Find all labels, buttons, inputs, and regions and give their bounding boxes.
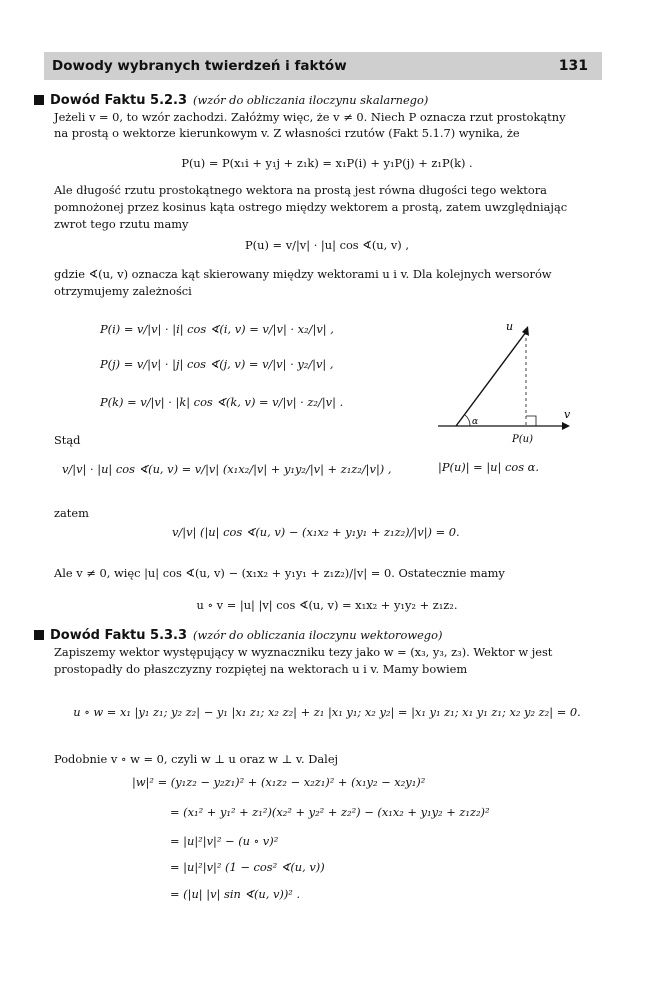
section2-subtitle: (wzór do obliczania iloczynu wektorowego): [193, 628, 443, 642]
s2-line-3: Podobnie v ∘ w = 0, czyli w ⊥ u oraz w ⊥ v. Dalej: [54, 752, 339, 766]
s2-eq-3: = (x₁² + y₁² + z₁²)(x₂² + y₂² + z₂²) − (x₁x₂ + y₁y₂ + z₁z₂)²: [170, 805, 490, 819]
header-title: Dowody wybranych twierdzeń i faktów: [52, 57, 347, 74]
s1-eq-6b: |P(u)| = |u| cos α.: [438, 460, 539, 474]
s2-eq-1: u ∘ w = x₁ |y₁ z₁; y₂ z₂| − y₁ |x₁ z₁; x₂ z₂| + z₁ |x₁ y₁; x₂ y₂| = |x₁ y₁ z₁; x₁ y₁ z₁; x₂ y₂ z₂| = 0.: [73, 705, 581, 719]
s1-line-6: gdzie ∢(u, v) oznacza kąt skierowany między wektorami u i v. Dla kolejnych wersorów: [54, 267, 552, 281]
s2-line-1: Zapiszemy wektor występujący w wyznaczniku tezy jako w = (x₃, y₃, z₃). Wektor w jest: [54, 645, 553, 659]
projection-figure: [430, 318, 580, 448]
running-header: [44, 52, 602, 80]
s2-eq-4: = |u|²|v|² − (u ∘ v)²: [170, 834, 279, 848]
s1-eq-3: P(i) = v/|v| · |i| cos ∢(i, v) = v/|v| · x₂/|v| ,: [100, 322, 334, 336]
s1-eq-2: P(u) = v/|v| · |u| cos ∢(u, v) ,: [245, 238, 409, 252]
s2-eq-2: |w|² = (y₁z₂ − y₂z₁)² + (x₁z₂ − x₂z₁)² + (x₁y₂ − x₂y₁)²: [132, 775, 426, 789]
s1-eq-5: P(k) = v/|v| · |k| cos ∢(k, v) = v/|v| · z₂/|v| .: [100, 395, 344, 409]
s1-line-4: pomnożonej przez kosinus kąta ostrego między wektorem a prostą, zatem uwzględniając: [54, 200, 568, 214]
s2-eq-6: = (|u| |v| sin ∢(u, v))² .: [170, 887, 301, 901]
section2-heading: [34, 628, 442, 643]
figure-label-v: v: [564, 408, 571, 421]
s1-line-8: Ale v ≠ 0, więc |u| cos ∢(u, v) − (x₁x₂ + y₁y₁ + z₁z₂)/|v| = 0. Ostatecznie mamy: [54, 566, 505, 580]
s1-eq-4: P(j) = v/|v| · |j| cos ∢(j, v) = v/|v| · y₂/|v| ,: [100, 357, 334, 371]
s1-eq-8: u ∘ v = |u| |v| cos ∢(u, v) = x₁x₂ + y₁y₂ + z₁z₂.: [196, 598, 458, 612]
s1-line-3: Ale długość rzutu prostokątnego wektora na prostą jest równa długości tego wektora: [54, 183, 547, 197]
figure-vector-u: [456, 332, 526, 426]
figure-angle-arc: [465, 415, 470, 426]
s1-stad: Stąd: [54, 433, 81, 447]
figure-label-pu: P(u): [512, 434, 533, 445]
figure-u-arrow-icon: [522, 326, 529, 336]
s1-line-7: otrzymujemy zależności: [54, 284, 192, 298]
s1-line-2: na prostą o wektorze kierunkowym v. Z własności rzutów (Fakt 5.1.7) wynika, że: [54, 126, 520, 140]
s1-line-1: Jeżeli v = 0, to wzór zachodzi. Załóżmy więc, że v ≠ 0. Niech P oznacza rzut prostokątny: [54, 110, 566, 124]
figure-right-angle: [526, 416, 536, 426]
figure-label-u: u: [506, 320, 514, 333]
page-number: 131: [558, 57, 588, 74]
figure-axis-arrow-icon: [562, 422, 570, 430]
section2-title: Dowód Faktu 5.3.3: [50, 628, 188, 643]
section1-title: Dowód Faktu 5.2.3: [50, 93, 188, 108]
s1-eq-6: v/|v| · |u| cos ∢(u, v) = v/|v| (x₁x₂/|v| + y₁y₂/|v| + z₁z₂/|v|) ,: [62, 462, 392, 476]
bullet-icon: [34, 95, 44, 105]
figure-label-alpha: α: [472, 417, 479, 427]
s1-eq-7: v/|v| (|u| cos ∢(u, v) − (x₁x₂ + y₁y₁ + z₁z₂)/|v|) = 0.: [172, 525, 460, 539]
s2-eq-5: = |u|²|v|² (1 − cos² ∢(u, v)): [170, 860, 325, 874]
s1-zatem: zatem: [54, 506, 89, 520]
s2-line-2: prostopadły do płaszczyzny rozpiętej na wektorach u i v. Mamy bowiem: [54, 662, 468, 676]
bullet-icon: [34, 630, 44, 640]
section1-subtitle: (wzór do obliczania iloczynu skalarnego): [193, 93, 429, 107]
s1-eq-1: P(u) = P(x₁i + y₁j + z₁k) = x₁P(i) + y₁P(j) + z₁P(k) .: [181, 156, 473, 170]
section1-heading: [34, 93, 428, 108]
s1-line-5: zwrot tego rzutu mamy: [54, 217, 189, 231]
